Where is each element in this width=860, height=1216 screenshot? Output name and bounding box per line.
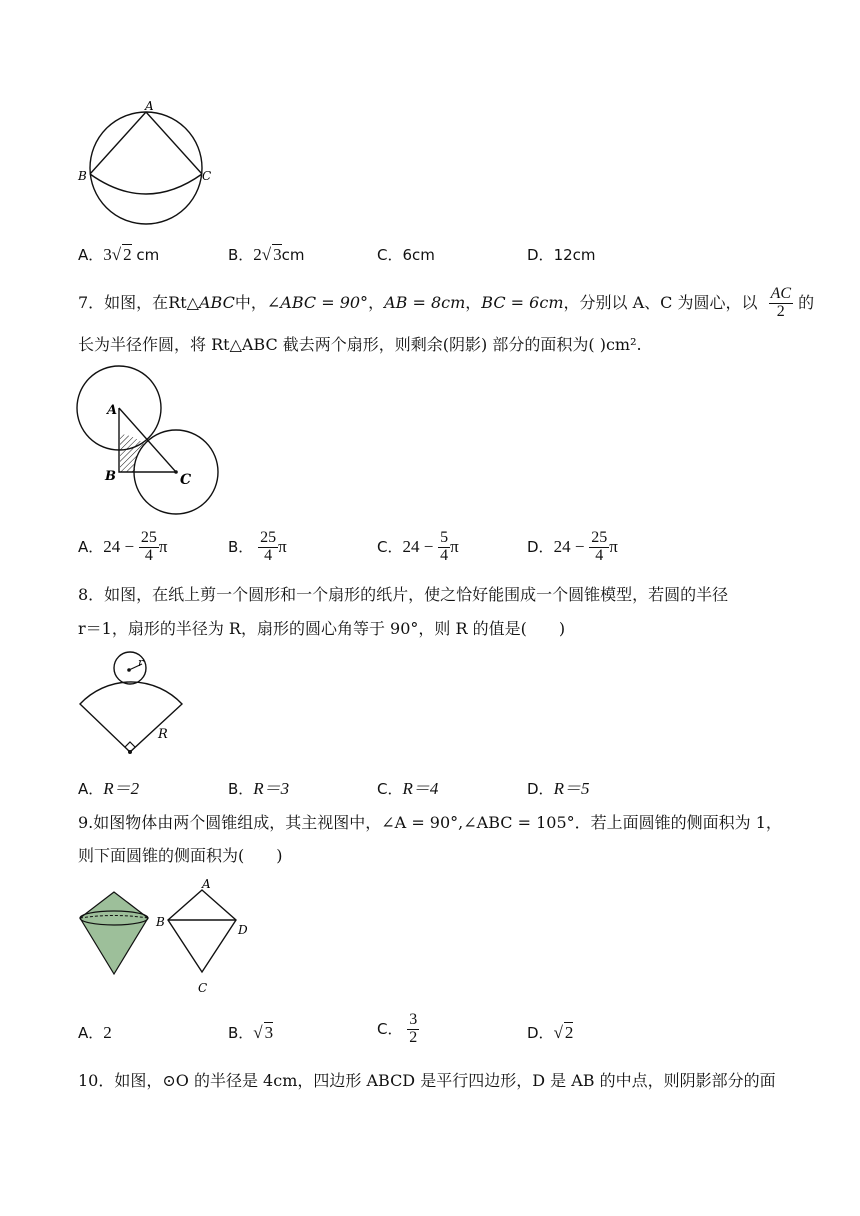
- q6-option-c: C．6cm: [377, 246, 435, 264]
- q7-line-2: 长为半径作圆，将 Rt△ABC 截去两个扇形，则剩余(阴影) 部分的面积为( )cm².: [78, 335, 642, 354]
- q9-solid-figure: [76, 880, 156, 980]
- q7-figure: [72, 362, 232, 522]
- q6-option-d: D．12cm: [527, 246, 596, 264]
- q10-line-1: 10．如图，⊙O 的半径是 4cm，四边形 ABCD 是平行四边形，D 是 AB 的中点，则阴影部分的面: [78, 1071, 776, 1090]
- q8-option-c: C．R＝4: [377, 779, 439, 798]
- q8-option-b: B．R＝3: [228, 779, 290, 798]
- q7-label-b: B: [105, 469, 116, 484]
- q7-option-a: A．24 − $\frac{25}{4}$ π: [78, 529, 168, 564]
- q8-figure: [72, 646, 202, 764]
- q9-label-b: B: [156, 915, 165, 929]
- q8-option-a: A．R＝2: [78, 779, 140, 798]
- q9-line-1: 9.如图物体由两个圆锥组成，其主视图中，∠A = 90°,∠ABC = 105°．若上面圆锥的侧面积为 1，: [78, 813, 782, 832]
- q9-option-a: A．2: [78, 1023, 112, 1042]
- q7-option-c: C．24 − $\frac{5}{4}$ π: [377, 529, 459, 564]
- q6-option-b: B．2√ 3cm: [228, 245, 305, 264]
- q8-label-r: r: [138, 656, 144, 669]
- q6-label-a: A: [145, 99, 154, 113]
- q9-option-b: B．√ 3: [228, 1023, 274, 1042]
- q9-label-c: C: [198, 981, 208, 995]
- q8-option-d: D．R＝5: [527, 779, 590, 798]
- q7-option-b: B． $\frac{25}{4}$ π: [228, 529, 287, 564]
- q9-option-d: D．√ 2: [527, 1023, 574, 1042]
- q9-option-c: C． $\frac{3}{2}$: [377, 1011, 418, 1046]
- q6-label-b: B: [78, 169, 87, 183]
- q6-figure: [72, 96, 232, 236]
- q6-option-a: A．3√ 2 cm: [78, 245, 160, 264]
- q7-line-1: 7．如图，在Rt△ABC中，∠ABC = 90°，AB = 8cm，BC = 6cm，分别以 A、C 为圆心，以 $\frac{AC}{2}$ 的: [78, 285, 815, 320]
- q9-front-view: [150, 876, 260, 996]
- q9-line-2: 则下面圆锥的侧面积为( ): [78, 846, 283, 865]
- q8-line-1: 8．如图，在纸上剪一个圆形和一个扇形的纸片，使之恰好能围成一个圆锥模型，若圆的半径: [78, 585, 729, 604]
- q7-option-d: D．24 − $\frac{25}{4}$ π: [527, 529, 618, 564]
- q8-line-2: r＝1，扇形的半径为 R，扇形的圆心角等于 90°，则 R 的值是( ): [78, 619, 566, 638]
- q8-label-big-r: R: [158, 727, 168, 742]
- q9-label-a: A: [202, 877, 211, 891]
- q9-label-d: D: [238, 923, 248, 937]
- q6-label-c: C: [202, 169, 212, 183]
- q7-label-c: C: [180, 472, 192, 488]
- q7-label-a: A: [107, 403, 118, 418]
